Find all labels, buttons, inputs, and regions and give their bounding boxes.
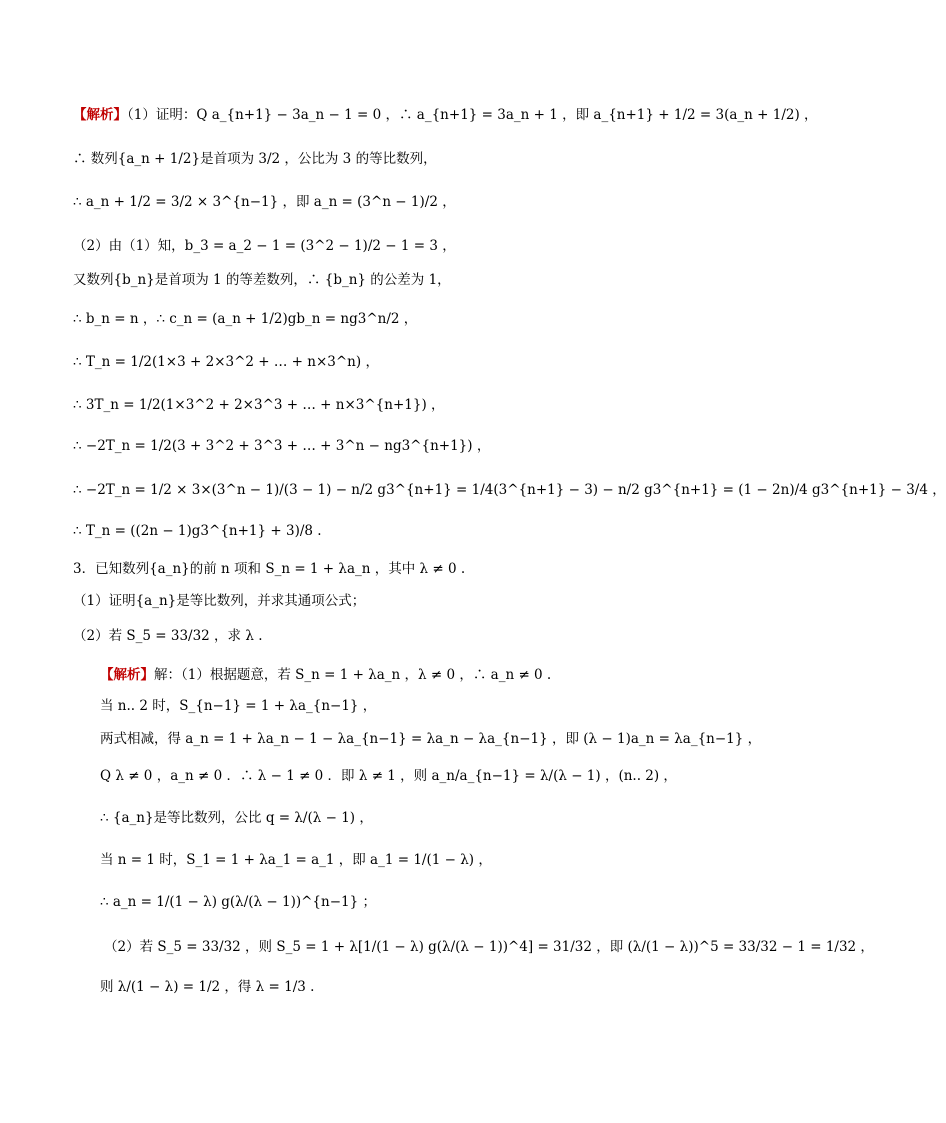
problem-3-part-1: [73, 592, 365, 610]
solution-line-9: [73, 437, 490, 455]
line-text: ∴ a_n + 1/2 = 3/2 × 3^{n−1} ，即 a_n = (3^n − 1)/2 ，: [73, 194, 456, 210]
solution-line-2: [73, 150, 437, 168]
line-text: 解：（1）根据题意，若 S_n = 1 + λa_n ，λ ≠ 0 ，∴ a_n ≠ 0 .: [154, 667, 552, 683]
line-text: 两式相减，得 a_n = 1 + λa_n − 1 − λa_{n−1} = λa_n − λa_{n−1} ，即 (λ − 1)a_n = λa_{n−1} ，: [100, 731, 762, 747]
line-text: ∴ −2T_n = 1/2 × 3×(3^n − 1)/(3 − 1) − n/2 g3^{n+1} = 1/4(3^{n+1} − 3) − n/2 g3^{n+1} = (1 − 2n)/4 g3^{n+1} − 3/4 ，: [73, 482, 946, 498]
line-text: 当 n.. 2 时，S_{n−1} = 1 + λa_{n−1} ，: [100, 698, 377, 714]
solution-3-line-9: [100, 978, 314, 996]
line-text: 又数列{b_n}是首项为 1 的等差数列，∴ {b_n} 的公差为 1，: [73, 272, 451, 288]
line-text: （1）证明：Q a_{n+1} − 3a_n − 1 = 0 ，∴ a_{n+1} = 3a_n + 1 ，即 a_{n+1} + 1/2 = 3(a_n + 1/2) ，: [127, 107, 818, 123]
problem-3-part-2: [73, 627, 263, 645]
line-text: ∴ a_n = 1/(1 − λ) g(λ/(λ − 1))^{n−1} ；: [100, 894, 376, 910]
line-text: ∴ T_n = ((2n − 1)g3^{n+1} + 3)/8 .: [73, 523, 322, 539]
solution-line-6: [73, 310, 417, 328]
solution-line-1: [73, 106, 818, 124]
line-text: Q λ ≠ 0 ，a_n ≠ 0 ．∴ λ − 1 ≠ 0 ．即 λ ≠ 1 ，则 a_n/a_{n−1} = λ/(λ − 1) ，(n.. 2) ，: [100, 768, 677, 784]
line-text: 3．已知数列{a_n}的前 n 项和 S_n = 1 + λa_n ，其中 λ ≠ 0 .: [73, 561, 466, 577]
solution-3-line-8: [104, 938, 874, 956]
line-text: ∴ 数列{a_n + 1/2}是首项为 3/2 ，公比为 3 的等比数列，: [73, 151, 437, 167]
line-text: ∴ {a_n}是等比数列，公比 q = λ/(λ − 1) ，: [100, 810, 373, 826]
solution-line-11: [73, 522, 322, 540]
line-text: （2）若 S_5 = 33/32 ，则 S_5 = 1 + λ[1/(1 − λ) g(λ/(λ − 1))^4] = 31/32 ，即 (λ/(1 − λ))^5 = 33/32 − 1 = 1/32 ，: [104, 939, 874, 955]
solution-line-5: [73, 271, 451, 289]
line-text: ∴ T_n = 1/2(1×3 + 2×3^2 + … + n×3^n) ，: [73, 354, 379, 370]
solution-3-line-7: [100, 893, 376, 911]
solution-3-line-2: [100, 697, 376, 715]
solution-line-10: [73, 481, 946, 499]
solution-line-7: [73, 353, 379, 371]
solution-3-line-4: [100, 767, 677, 785]
line-text: （1）证明{a_n}是等比数列，并求其通项公式；: [73, 593, 366, 609]
problem-3-statement: [73, 560, 465, 578]
analysis-label: 【解析】: [73, 107, 127, 123]
solution-3-line-3: [100, 730, 761, 748]
line-text: ∴ b_n = n ，∴ c_n = (a_n + 1/2)gb_n = ng3^n/2 ，: [73, 311, 418, 327]
solution-line-8: [73, 396, 445, 414]
analysis-label: 【解析】: [100, 667, 154, 683]
solution-3-line-6: [100, 851, 492, 869]
line-text: ∴ 3T_n = 1/2(1×3^2 + 2×3^3 + … + n×3^{n+1}) ，: [73, 397, 445, 413]
solution-line-4: [73, 237, 456, 255]
line-text: （2）若 S_5 = 33/32 ，求 λ .: [73, 628, 263, 644]
line-text: ∴ −2T_n = 1/2(3 + 3^2 + 3^3 + … + 3^n − ng3^{n+1}) ，: [73, 438, 491, 454]
solution-3-line-1: [100, 666, 551, 684]
line-text: 当 n = 1 时，S_1 = 1 + λa_1 = a_1 ，即 a_1 = 1/(1 − λ) ，: [100, 852, 492, 868]
solution-line-3: [73, 193, 456, 211]
solution-3-line-5: [100, 809, 373, 827]
line-text: 则 λ/(1 − λ) = 1/2 ，得 λ = 1/3 .: [100, 979, 315, 995]
line-text: （2）由（1）知，b_3 = a_2 − 1 = (3^2 − 1)/2 − 1 = 3 ，: [73, 238, 456, 254]
